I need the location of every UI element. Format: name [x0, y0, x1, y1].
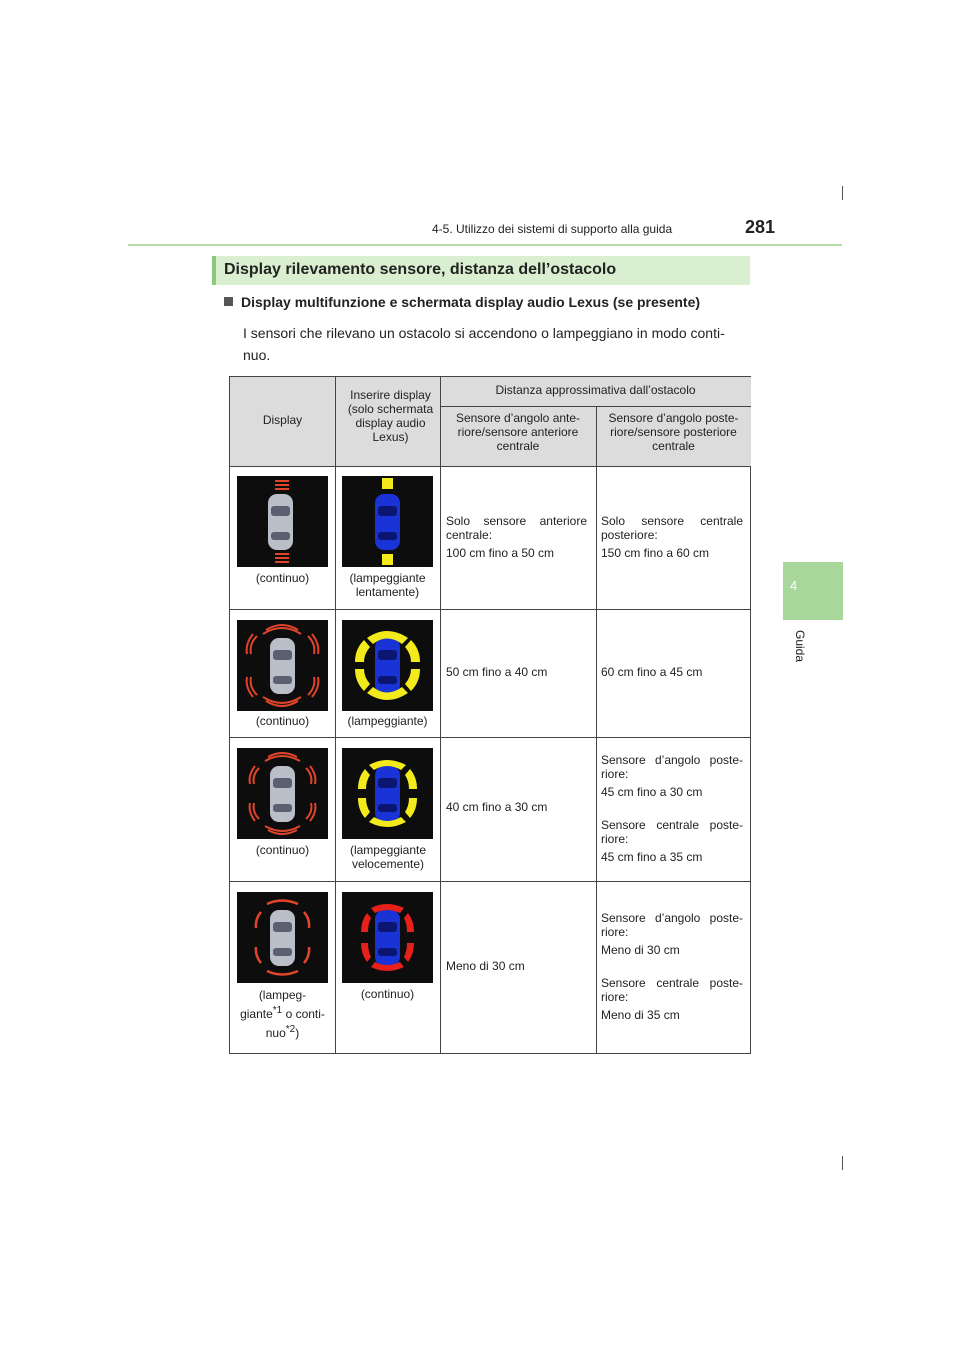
header-cell-front: [440, 406, 596, 466]
header-insert-text: Inserire display (solo schermata display audio Lexus): [347, 388, 434, 444]
header-front-text: Sensore d’angolo ante-riore/sensore anteriore centrale: [455, 411, 581, 453]
grid-line: [230, 881, 751, 882]
display-caption-row2: (continuo): [255, 714, 310, 728]
running-header: 4-5. Utilizzo dei sistemi di supporto alla guida: [432, 222, 673, 236]
grid-line: [230, 609, 751, 610]
rear-label-row1: Solo sensore centrale posteriore:: [601, 514, 743, 542]
rear-corner-label-row3: Sensore d’angolo poste-riore:: [601, 753, 743, 781]
header-rear-text: Sensore d’angolo poste-riore/sensore posteriore centrale: [608, 411, 739, 453]
rear-corner-label-row4: Sensore d’angolo poste-riore:: [601, 911, 743, 939]
car-blue-icon: [375, 638, 400, 694]
rear-value-row2: 60 cm fino a 45 cm: [601, 665, 703, 679]
crop-mark-bottom: [842, 1156, 843, 1170]
audio-display-image-row1: [342, 476, 433, 567]
car-blue-icon: [375, 766, 400, 822]
car-silver-icon: [270, 766, 295, 822]
rear-center-value-row4: Meno di 35 cm: [601, 1008, 680, 1022]
intro-paragraph: I sensori che rilevano un ostacolo si accendono o lampeggiano in modo conti-nuo.: [243, 325, 725, 363]
section-accent: [212, 256, 216, 285]
header-cell-distance: [440, 377, 751, 406]
page-number: 281: [745, 217, 776, 237]
car-blue-icon: [375, 494, 400, 550]
insert-caption-row4: (continuo): [360, 987, 415, 1001]
car-silver-icon: [270, 638, 295, 694]
multi-display-image-row3: [237, 748, 328, 839]
multi-display-image-row1: [237, 476, 328, 567]
insert-caption-row1: (lampeggiante lentamente): [349, 571, 426, 599]
header-rule: [128, 244, 842, 246]
sensor-distance-table: [229, 376, 751, 1054]
header-cell-insert: [335, 377, 440, 466]
chapter-tab-label: Guida: [793, 630, 807, 663]
section-title: Display rilevamento sensore, distanza dell’ostacolo: [224, 261, 617, 278]
display-caption-row1: (continuo): [255, 571, 310, 585]
display-caption-row3: (continuo): [255, 843, 310, 857]
rear-corner-value-row4: Meno di 30 cm: [601, 943, 680, 957]
subsection-heading-text: Display multifunzione e schermata display audio Lexus (se presente): [241, 294, 701, 310]
section-title-bar: [212, 256, 750, 285]
multi-display-image-row2: [237, 620, 328, 711]
grid-line: [596, 406, 597, 1053]
header-cell-rear: [596, 406, 751, 466]
display-caption-row4-c: o conti-: [285, 1007, 325, 1021]
grid-line: [230, 466, 751, 467]
insert-caption-row2: (lampeggiante): [347, 714, 428, 728]
car-silver-icon: [268, 494, 293, 550]
audio-display-image-row4: [342, 892, 433, 983]
chapter-tab-number: 4: [790, 578, 798, 593]
display-caption-row4-a: (lampeg-: [258, 988, 307, 1002]
front-label-row1: Solo sensore anteriore centrale:: [446, 514, 587, 542]
subsection-heading: [224, 294, 700, 310]
grid-line: [230, 737, 751, 738]
front-value-row1: 100 cm fino a 50 cm: [446, 546, 555, 560]
rear-corner-value-row3: 45 cm fino a 30 cm: [601, 785, 703, 799]
audio-display-image-row2: [342, 620, 433, 711]
front-value-row2: 50 cm fino a 40 cm: [446, 665, 548, 679]
crop-mark-top: [842, 186, 843, 200]
insert-caption-row3: (lampeggiante velocemente): [349, 843, 427, 871]
footnote-marker-1: *1: [272, 1005, 283, 1016]
grid-line: [440, 377, 441, 1053]
header-cell-display: [230, 377, 335, 466]
rear-center-label-row4: Sensore centrale poste-riore:: [601, 976, 743, 1004]
rear-center-value-row3: 45 cm fino a 35 cm: [601, 850, 703, 864]
display-caption-row4-d: nuo: [265, 1026, 286, 1040]
car-silver-icon: [270, 910, 295, 966]
rear-value-row1: 150 cm fino a 60 cm: [601, 546, 710, 560]
car-blue-icon: [375, 910, 400, 966]
front-value-row4: Meno di 30 cm: [446, 959, 525, 973]
rear-center-label-row3: Sensore centrale poste-riore:: [601, 818, 743, 846]
header-display-text: Display: [262, 413, 303, 427]
display-caption-row4: (lampeg- giante$^{*1}$ o conti- nuo$^{*2}$): [240, 988, 325, 1040]
header-distance-text: Distanza approssimativa dall’ostacolo: [495, 383, 696, 397]
footnote-marker-2: *2: [285, 1024, 296, 1035]
front-value-row3: 40 cm fino a 30 cm: [446, 800, 548, 814]
display-caption-row4-b: giante: [240, 1007, 273, 1021]
audio-display-image-row3: [342, 748, 433, 839]
bullet-square-icon: [224, 297, 233, 306]
multi-display-image-row4: [237, 892, 328, 983]
